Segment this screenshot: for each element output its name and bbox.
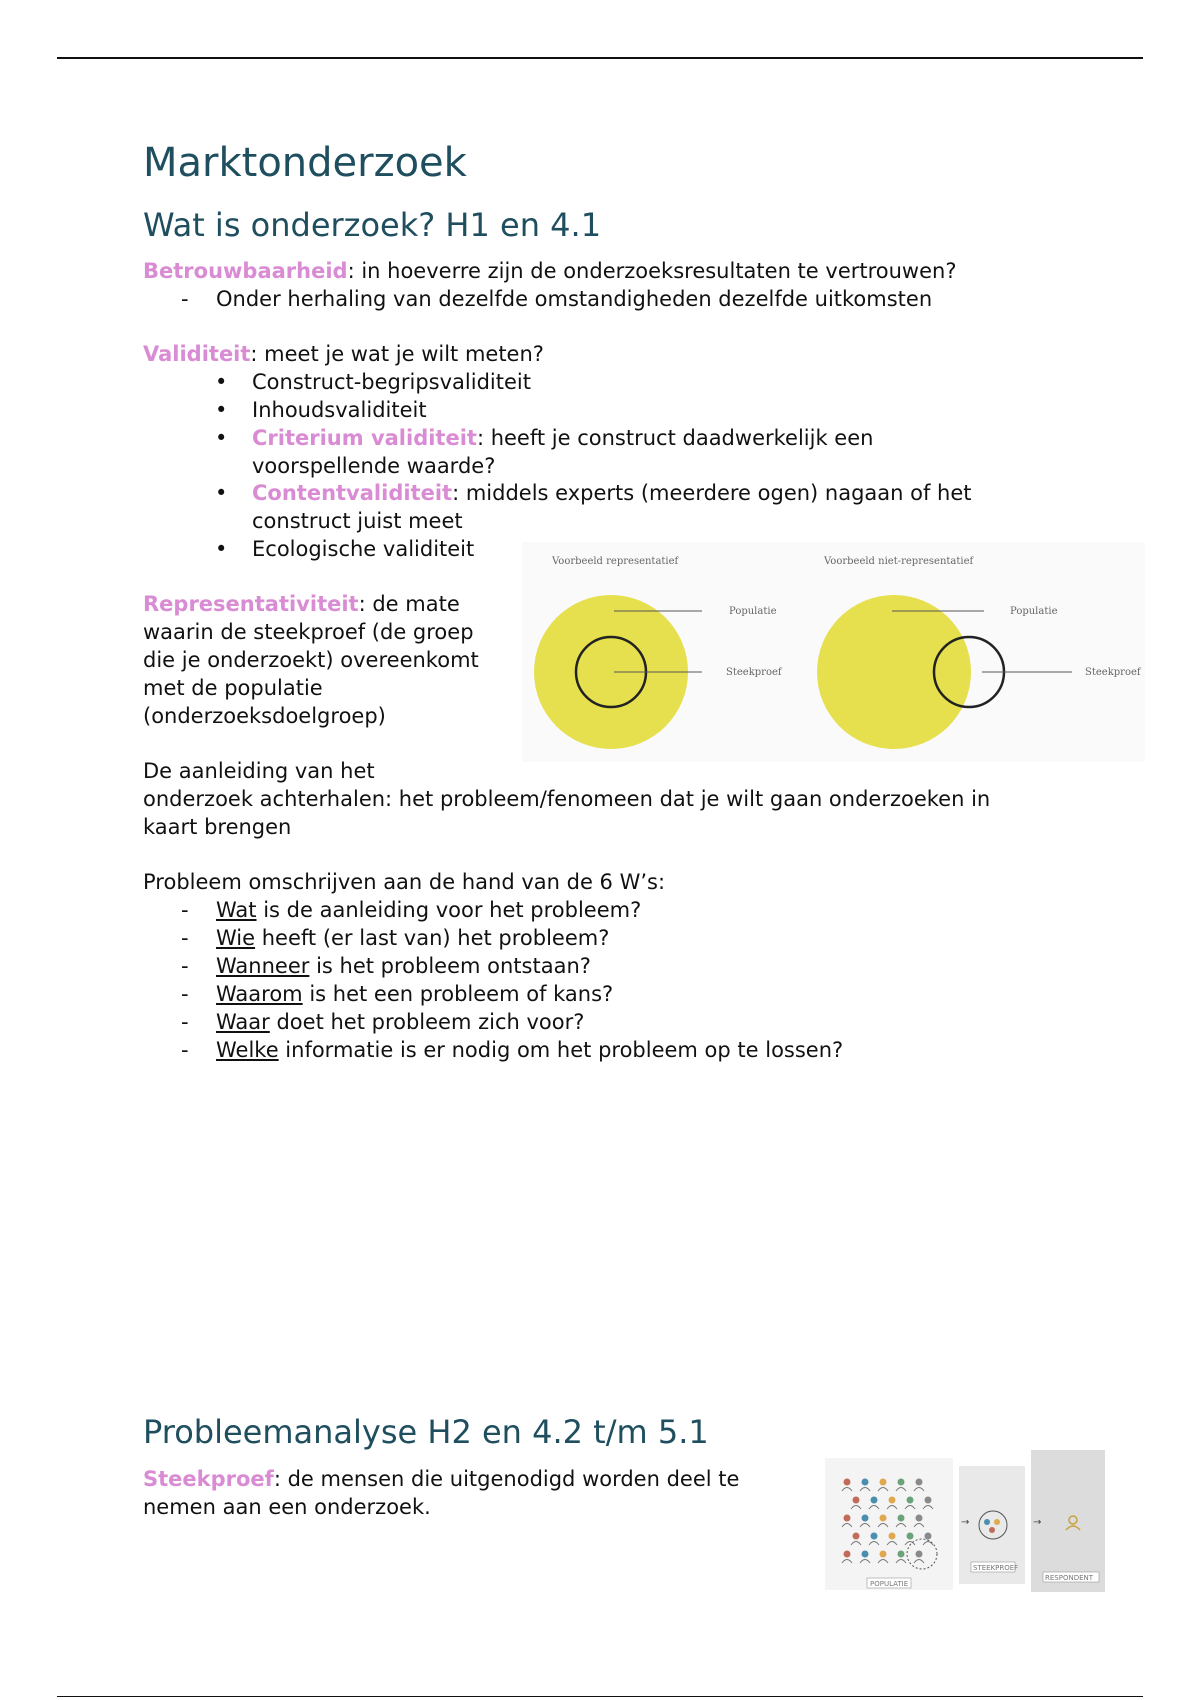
person-icon	[871, 1497, 878, 1504]
arrow-icon: →	[1033, 1517, 1042, 1528]
bullet-marker: •	[215, 370, 228, 394]
representativiteit-line: (onderzoeksdoelgroep)	[143, 704, 386, 728]
content-definition: : middels experts (meerdere ogen) nagaan of het	[452, 481, 972, 505]
term-betrouwbaarheid: Betrouwbaarheid	[143, 259, 348, 283]
sample-label-left: Steekproef	[726, 667, 782, 678]
list-item-text: Onder herhaling van dezelfde omstandigheden dezelfde uitkomsten	[216, 287, 933, 311]
aanleiding-line: kaart brengen	[143, 815, 292, 839]
person-icon	[889, 1497, 896, 1504]
bullet-marker: •	[215, 481, 228, 505]
person-icon	[994, 1519, 1000, 1525]
dash-marker: -	[181, 926, 189, 950]
w-word: Waarom	[216, 982, 303, 1006]
person-icon	[898, 1515, 905, 1522]
person-icon	[880, 1551, 887, 1558]
person-icon	[844, 1479, 851, 1486]
list-item-text: Inhoudsvaliditeit	[252, 398, 427, 422]
aanleiding-line: onderzoek achterhalen: het probleem/fenomeen dat je wilt gaan onderzoeken in	[143, 787, 991, 811]
list-item-text: Ecologische validiteit	[252, 537, 475, 561]
list-item-text: Construct-begripsvaliditeit	[252, 370, 531, 394]
representativiteit-line: die je onderzoekt) overeenkomt	[143, 648, 479, 672]
term-contentvaliditeit: Contentvaliditeit	[252, 481, 453, 505]
person-icon	[844, 1551, 851, 1558]
population-label-left: Populatie	[729, 606, 777, 617]
probleem-intro: Probleem omschrijven aan de hand van de 6 W’s:	[143, 870, 666, 894]
person-icon	[984, 1519, 990, 1525]
person-icon	[916, 1515, 923, 1522]
person-icon	[898, 1479, 905, 1486]
criterium-definition: : heeft je construct daadwerkelijk een	[476, 426, 874, 450]
person-icon	[898, 1551, 905, 1558]
arrow-icon: →	[961, 1517, 970, 1528]
sampling-diagram	[825, 1450, 1105, 1592]
w-question: is het probleem ontstaan?	[309, 954, 591, 978]
list-item-text	[216, 924, 609, 952]
validiteit-paragraph	[143, 340, 544, 368]
dash-marker: -	[181, 1010, 189, 1034]
sample-caption: STEEKPROEF	[973, 1564, 1019, 1572]
list-item-text: construct juist meet	[252, 509, 463, 533]
person-icon	[916, 1551, 923, 1558]
w-question: doet het probleem zich voor?	[269, 1010, 585, 1034]
w-word: Wat	[216, 898, 257, 922]
aanleiding-line: De aanleiding van het	[143, 759, 375, 783]
w-word: Wanneer	[216, 954, 310, 978]
person-icon	[853, 1533, 860, 1540]
w-question: is het een probleem of kans?	[302, 982, 614, 1006]
section-heading-probleemanalyse: Probleemanalyse H2 en 4.2 t/m 5.1	[143, 1413, 709, 1451]
bullet-marker: •	[215, 537, 228, 561]
dash-marker: -	[181, 982, 189, 1006]
betrouwbaarheid-definition: : in hoeverre zijn de onderzoeksresultaten te vertrouwen?	[347, 259, 957, 283]
w-word: Waar	[216, 1010, 270, 1034]
list-item-text	[252, 479, 972, 507]
dash-marker: -	[181, 954, 189, 978]
bullet-marker: •	[215, 426, 228, 450]
venn-right-title: Voorbeeld niet-representatief	[824, 556, 974, 567]
validiteit-definition: : meet je wat je wilt meten?	[250, 342, 544, 366]
betrouwbaarheid-paragraph	[143, 257, 957, 285]
respondent-panel	[1031, 1450, 1105, 1592]
steekproef-definition: : de mensen die uitgenodigd worden deel te	[273, 1467, 740, 1491]
w-question: is de aanleiding voor het probleem?	[256, 898, 642, 922]
representativiteit-line: waarin de steekproef (de groep	[143, 620, 474, 644]
w-question: heeft (er last van) het probleem?	[255, 926, 610, 950]
venn-left-title: Voorbeeld representatief	[552, 556, 679, 567]
representativeness-figure	[522, 542, 1145, 762]
dash-marker: -	[181, 898, 189, 922]
bottom-rule	[57, 1696, 1143, 1697]
representativiteit-paragraph	[143, 590, 460, 618]
page-title: Marktonderzoek	[143, 140, 467, 186]
steekproef-line: nemen aan een onderzoek.	[143, 1495, 431, 1519]
person-icon	[907, 1533, 914, 1540]
section-heading-onderzoek: Wat is onderzoek? H1 en 4.1	[143, 206, 602, 244]
respondent-caption: RESPONDENT	[1045, 1574, 1094, 1582]
term-criterium-validiteit: Criterium validiteit	[252, 426, 477, 450]
representativiteit-line: met de populatie	[143, 676, 323, 700]
list-item-text	[216, 1008, 584, 1036]
person-icon	[880, 1515, 887, 1522]
population-label-right: Populatie	[1010, 606, 1058, 617]
person-icon	[916, 1479, 923, 1486]
list-item-text: voorspellende waarde?	[252, 454, 496, 478]
person-icon	[862, 1479, 869, 1486]
dash-marker: -	[181, 1038, 189, 1062]
population-circle-right	[817, 595, 971, 749]
w-word: Wie	[216, 926, 256, 950]
population-caption: POPULATIE	[870, 1580, 909, 1588]
person-icon	[862, 1551, 869, 1558]
person-icon	[871, 1533, 878, 1540]
dash-marker: -	[181, 287, 189, 311]
term-validiteit: Validiteit	[143, 342, 251, 366]
venn-diagram	[522, 542, 1145, 762]
person-icon	[880, 1479, 887, 1486]
person-icon	[907, 1497, 914, 1504]
person-icon	[925, 1497, 932, 1504]
list-item-text	[216, 980, 613, 1008]
person-icon	[853, 1497, 860, 1504]
list-item-text	[216, 952, 591, 980]
w-word: Welke	[216, 1038, 279, 1062]
person-icon	[989, 1527, 995, 1533]
list-item-text	[216, 896, 641, 924]
sample-label-right: Steekproef	[1085, 667, 1141, 678]
sampling-figure	[825, 1450, 1105, 1592]
person-icon	[862, 1515, 869, 1522]
w-question: informatie is er nodig om het probleem op te lossen?	[278, 1038, 844, 1062]
top-rule	[57, 57, 1143, 59]
person-icon	[844, 1515, 851, 1522]
person-icon	[889, 1533, 896, 1540]
list-item-text	[252, 424, 873, 452]
steekproef-paragraph	[143, 1465, 739, 1493]
term-representativiteit: Representativiteit	[143, 592, 359, 616]
representativiteit-line: : de mate	[358, 592, 460, 616]
person-icon	[925, 1533, 932, 1540]
term-steekproef: Steekproef	[143, 1467, 274, 1491]
list-item-text	[216, 1036, 843, 1064]
bullet-marker: •	[215, 398, 228, 422]
